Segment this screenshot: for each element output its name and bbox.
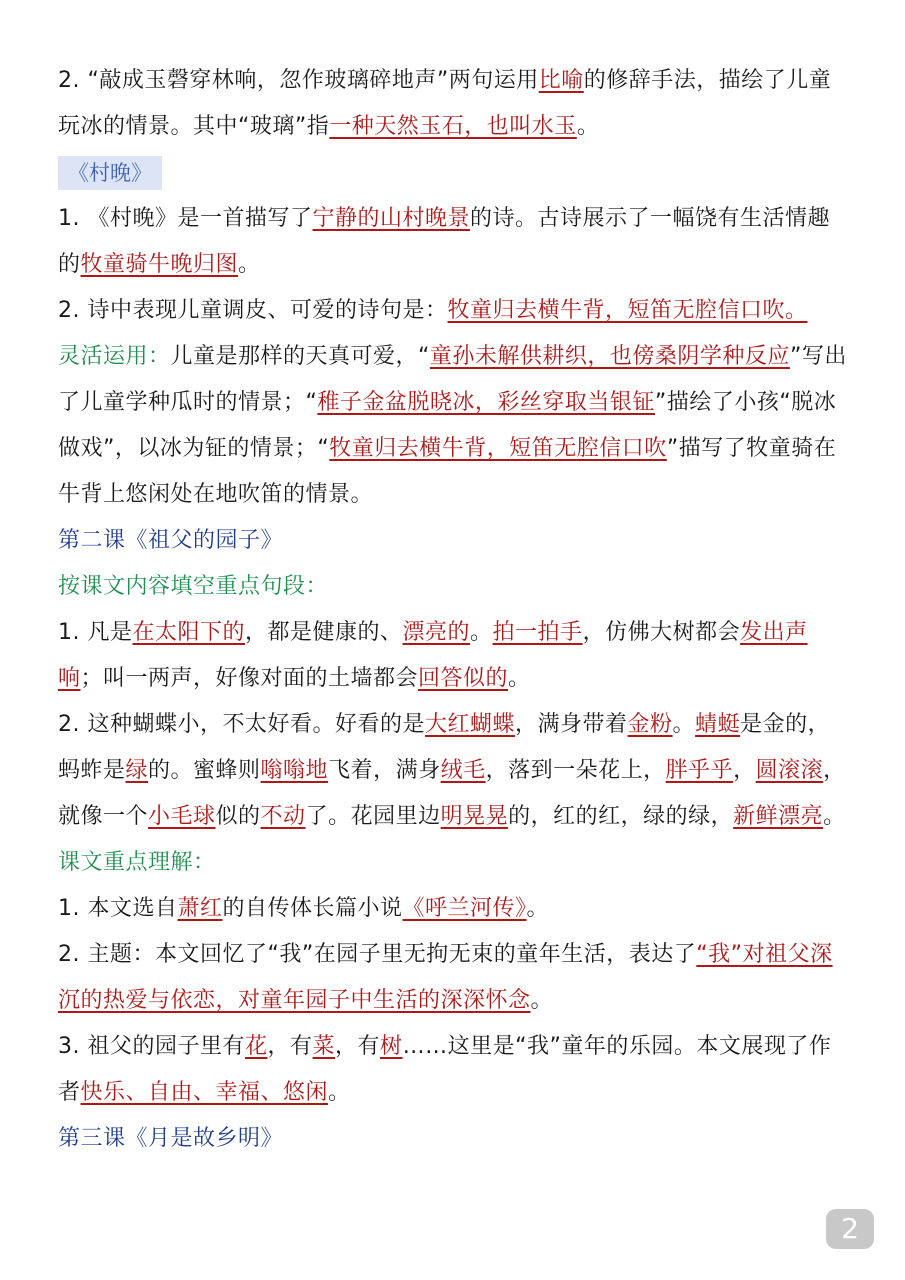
answer-text: 宁静的山村晚景	[312, 206, 470, 231]
body-text: 了。花园里边	[305, 804, 441, 829]
body-text: ，满身带着	[515, 712, 628, 737]
body-text: 。	[508, 666, 531, 691]
answer-text: 明晃晃	[440, 804, 509, 829]
body-text: 的修辞手法，描绘了儿童玩冰的情景。其中“玻璃”指	[58, 68, 832, 139]
answer-text: 拍一拍手	[492, 620, 583, 645]
body-text: 是金的，蚂蚱是	[58, 712, 831, 783]
answer-text: 比喻	[538, 68, 584, 93]
key-understanding-heading	[58, 840, 848, 886]
answer-text: 快乐、自由、幸福、悠闲	[80, 1080, 329, 1105]
body-text: 。	[526, 896, 550, 921]
answer-text: 一种天然玉石，也叫水玉	[329, 114, 577, 139]
body-text: 3. 祖父的园子里有	[58, 1034, 245, 1059]
answer-text: 新鲜漂亮	[733, 804, 824, 829]
body-text: 。	[672, 712, 696, 737]
body-text: ”写出了儿童学种瓜时的情景；“	[58, 344, 847, 415]
body-text: ，都是健康的、	[245, 620, 403, 645]
answer-text: 在太阳下的	[132, 620, 245, 645]
body-text: ，落到一朵花上，	[485, 758, 666, 783]
understanding-2	[58, 932, 848, 1024]
answer-text: 小毛球	[148, 804, 216, 829]
body-text: ……这里是“我”童年的乐园。本文展现了作者	[58, 1034, 832, 1105]
cunwan-note-1	[58, 196, 848, 288]
document-body	[58, 58, 848, 1162]
answer-text: 树	[380, 1034, 403, 1059]
body-text: ”描绘了小孩“脱冰做戏”，以冰为钲的情景；“	[58, 390, 837, 461]
cunwan-note-2	[58, 288, 848, 334]
body-text: ，有	[267, 1034, 313, 1059]
body-text: ，有	[335, 1034, 381, 1059]
section-tag-cunwan: 《村晚》	[58, 156, 162, 190]
poem-note-2	[58, 58, 848, 150]
understanding-3	[58, 1024, 848, 1116]
body-text: ；叫一两声，好像对面的土墙都会	[80, 666, 419, 691]
fill-in-heading	[58, 564, 848, 610]
body-text: 1. 《村晚》是一首描写了	[58, 206, 313, 231]
answer-text: 圆滚滚	[755, 758, 824, 783]
application-paragraph	[58, 334, 848, 518]
answer-text: 《呼兰河传》	[402, 896, 527, 921]
page-number-badge: 2	[826, 1209, 874, 1249]
answer-text: 绒毛	[440, 758, 486, 783]
body-text: 1. 本文选自	[58, 896, 178, 921]
answer-text: 漂亮的	[402, 620, 471, 645]
answer-text: 童孙未解供耕织，也傍桑阴学种反应	[429, 344, 790, 369]
answer-text: 大红蝴蝶	[425, 712, 516, 737]
answer-text: 绿	[125, 758, 149, 783]
body-text: ，仿佛大树都会	[582, 620, 741, 645]
body-text: 。	[530, 988, 554, 1013]
heading-text: 第三课《月是故乡明》	[58, 1126, 284, 1151]
body-text: 2. 这种蝴蝶小，不太好看。好看的是	[58, 712, 425, 737]
body-text: ”描写了牧童骑在牛背上悠闲处在地吹笛的情景。	[58, 436, 837, 507]
body-text: 的，红的红，绿的绿，	[508, 804, 734, 829]
answer-text: 牧童骑牛晚归图	[80, 252, 239, 277]
body-text: 飞着，满身	[328, 758, 441, 783]
body-text: ，就像一个	[58, 758, 846, 829]
answer-text: 金粉	[627, 712, 673, 737]
body-text: 2. 诗中表现儿童调皮、可爱的诗句是：	[58, 298, 448, 323]
answer-text: 花	[244, 1034, 268, 1059]
body-text: 似的	[215, 804, 261, 829]
fill-in-1	[58, 610, 848, 702]
answer-text: 萧红	[177, 896, 223, 921]
lesson-2-heading	[58, 518, 848, 564]
body-text: 。	[470, 620, 493, 645]
body-text: 。	[823, 804, 846, 829]
heading-text: 灵活运用：	[58, 344, 171, 369]
body-text: 儿童是那样的天真可爱，“	[170, 344, 430, 369]
body-text: ，	[733, 758, 756, 783]
answer-text: 不动	[260, 804, 306, 829]
answer-text: 蜻蜓	[695, 712, 741, 737]
fill-in-2	[58, 702, 848, 840]
answer-text: 牧童归去横牛背，短笛无腔信口吹	[329, 436, 667, 461]
answer-text: 发出声响	[58, 620, 808, 691]
body-text: 。	[576, 114, 600, 139]
body-text: 的自传体长篇小说	[222, 896, 403, 921]
answer-text: 嗡嗡地	[260, 758, 329, 783]
answer-text: 牧童归去横牛背，短笛无腔信口吹。	[447, 298, 808, 323]
answer-text: “我”对祖父深沉的热爱与依恋，对童年园子中生活的深深怀念	[58, 942, 833, 1013]
body-text: 2. 主题：本文回忆了“我”在园子里无拘无束的童年生活，表达了	[58, 942, 697, 967]
understanding-1	[58, 886, 848, 932]
answer-text: 回答似的	[418, 666, 509, 691]
lesson-3-heading	[58, 1116, 848, 1162]
body-text: 的诗。古诗展示了一幅饶有生活情趣的	[58, 206, 831, 277]
heading-text: 课文重点理解：	[58, 850, 216, 875]
body-text: 。	[238, 252, 261, 277]
answer-text: 稚子金盆脱晓冰，彩丝穿取当银钲	[317, 390, 655, 415]
body-text: 1. 凡是	[58, 620, 133, 645]
body-text: 2. “敲成玉磬穿林响，忽作玻璃碎地声”两句运用	[58, 68, 539, 93]
body-text: 。	[328, 1080, 351, 1105]
answer-text: 胖乎乎	[665, 758, 734, 783]
answer-text: 菜	[312, 1034, 336, 1059]
heading-text: 第二课《祖父的园子》	[58, 528, 284, 553]
heading-text: 按课文内容填空重点句段：	[58, 574, 329, 599]
body-text: 的。蜜蜂则	[148, 758, 261, 783]
